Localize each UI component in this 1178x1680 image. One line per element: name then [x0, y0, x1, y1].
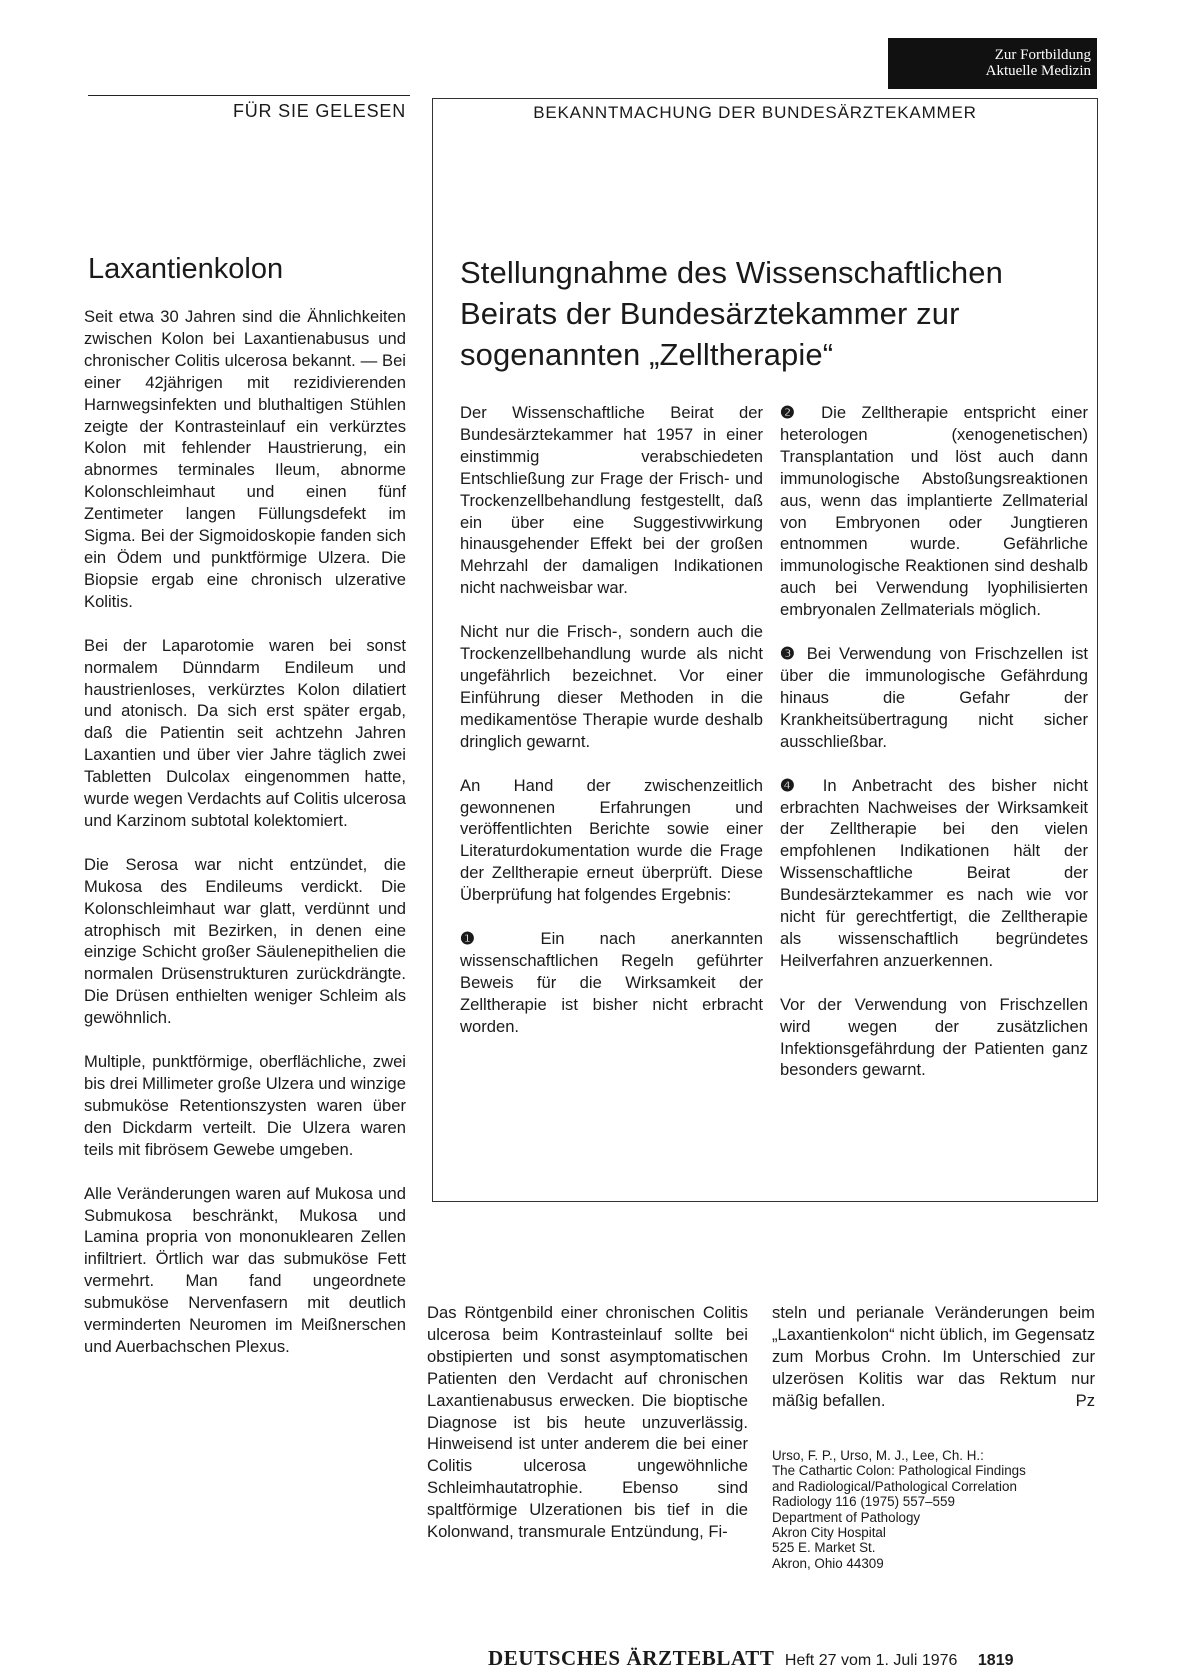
reference-block: [772, 1448, 1102, 1571]
paragraph: Das Röntgenbild einer chronischen Colitis ulcerosa beim Kontrasteinlauf sollte bei obstipierten und sonst asymptomatischen Patienten den Verdacht auf chronischen Laxantienabusus erwecken. Die bioptische Diagnose ist bis heute unzuverlässig. Hinweisend ist unter anderem die bei einer Colitis ulcerosa ungewöhnliche Schleimhautatrophie. Ebenso sind spaltförmige Ulzerationen bis tief in die Kolonwand, transmurale Entzündung, Fi-: [427, 1303, 748, 1542]
paragraph: Nicht nur die Frisch-, sondern auch die Trockenzellbehandlung wurde als nicht ungefährlich bezeichnet. Vor einer Einführung dieser Methoden in die medikamentöse Therapie wurde deshalb dringlich gewarnt.: [460, 622, 763, 751]
announcement-column-2: [780, 402, 1088, 1103]
reference-line: Urso, F. P., Urso, M. J., Lee, Ch. H.:: [772, 1448, 984, 1463]
journal-name: DEUTSCHES ÄRZTEBLATT: [488, 1646, 775, 1670]
point-text: Bei Verwendung von Frischzellen ist über die immunologische Gefährdung hinaus die Gefahr der Krankheitsübertragung nicht sicher ausschließbar.: [780, 644, 1088, 751]
point-text: Die Zelltherapie entspricht einer heterologen (xenogenetischen) Transplantation und löst auch dann immunologische Abstoßungsreaktionen aus, wenn das implantierte Zellmaterial von Embryonen oder Jungtieren entnommen wurde. Gefährliche immunologische Reaktionen sind deshalb auch bei Verwendung lyophilisierten embryonalen Zellmaterials möglich.: [780, 403, 1088, 620]
left-article-continuation-1: [427, 1302, 748, 1565]
section-box-line: Zur Fortbildung: [994, 47, 1091, 63]
numbered-point: [780, 402, 1088, 621]
paragraph: An Hand der zwischenzeitlich gewonnenen Erfahrungen und veröffentlichten Berichte sowie einer Literaturdokumentation wurde die Frage der Zelltherapie erneut überprüft. Diese Überprüfung hat folgendes Ergebnis:: [460, 775, 763, 905]
continuation-text: steln und perianale Veränderungen beim „Laxantienkolon“ nicht üblich, im Gegensatz zum Morbus Crohn. Im Unterschied zur ulzerösen Kolitis war das Rektum nur mäßig befallen.: [772, 1303, 1095, 1410]
page-number: 1819: [977, 1652, 1014, 1669]
closing-paragraph: Vor der Verwendung von Frischzellen wird wegen der zusätzlichen Infektionsgefährdung der Patienten ganz besonders gewarnt.: [780, 994, 1088, 1080]
reference-line: and Radiological/Pathological Correlation: [772, 1478, 1017, 1494]
reference-line: Department of Pathology: [772, 1509, 921, 1525]
article-title-right: Stellungnahme des Wissenschaftlichen Beirats der Bundesärztekammer zur sogenannten „Zelltherapie“: [460, 255, 1003, 372]
reference-line: The Cathartic Colon: Pathological Findings: [772, 1463, 1026, 1479]
reference-line: Akron, Ohio 44309: [772, 1555, 884, 1571]
paragraph: [772, 1302, 1095, 1412]
issue-info: Heft 27 vom 1. Juli 1976: [784, 1652, 958, 1669]
reference-line: Akron City Hospital: [772, 1525, 886, 1541]
numbered-point: [780, 643, 1088, 753]
header-rule: [88, 95, 410, 96]
paragraph: Bei der Laparotomie waren bei sonst normalem Dünndarm Endileum und haustrienloses, verkürztes Kolon dilatiert und atonisch. Da sich erst später ergab, daß die Patientin seit achtzehn Jahren Laxantien und über vier Jahre täglich zwei Tabletten Dulcolax eingenommen hatte, wurde wegen Verdachts auf Colitis ulcerosa und Karzinom subtotal kolektomiert.: [84, 635, 406, 830]
paragraph: Seit etwa 30 Jahren sind die Ähnlichkeiten zwischen Kolon bei Laxantienabusus und chronischer Colitis ulcerosa bekannt. — Bei einer 42jährigen mit rezidivierenden Harnwegsinfekten und bluthaltigen Stühlen zeigte der Kontrasteinlauf ein verkürztes Kolon mit fehlender Haustrierung, ein abnormes terminales Ileum, abnorme Kolonschleimhaut und einen fünf Zentimeter langen Füllungsdefekt im Sigma. Bei der Sigmoidoskopie fanden sich ein Ödem und punktförmige Ulzera. Die Biopsie ergab eine chronisch ulzerative Kolitis.: [84, 307, 406, 611]
section-box: [888, 38, 1097, 89]
number-marker: ❹: [780, 775, 807, 795]
number-marker: ❶: [460, 929, 506, 949]
left-article-column: [84, 306, 406, 1380]
paragraph: Die Serosa war nicht entzündet, die Mukosa des Endileums verdickt. Die Kolonschleimhaut war glatt, verdünnt und atrophisch mit Bezirken, in denen eine einzige Schicht großer Säulenepithelien die normalen Drüsenstrukturen zurückdrängte. Die Drüsen enthielten weniger Schleim als gewöhnlich.: [84, 854, 406, 1028]
reference-line: Radiology 116 (1975) 557–559: [772, 1494, 955, 1510]
section-label-right: BEKANNTMACHUNG DER BUNDESÄRZTEKAMMER: [533, 103, 977, 122]
announcement-column-1: [460, 402, 763, 1060]
author-initials: Pz: [1075, 1390, 1095, 1410]
number-marker: ❸: [780, 644, 799, 664]
page-footer: [488, 1646, 1014, 1671]
point-text: In Anbetracht des bisher nicht erbrachten Nachweises der Wirksamkeit der Zelltherapie bei den vielen empfohlenen Indikationen hält der Wissenschaftliche Beirat der Bundesärztekammer es nach wie vor nicht für gerechtfertigt, die Zelltherapie als wissenschaftlich begründetes Heilverfahren anzuerkennen.: [780, 775, 1088, 970]
reference-line: 525 E. Market St.: [772, 1540, 876, 1556]
left-article-continuation-2: [772, 1302, 1095, 1434]
paragraph: Alle Veränderungen waren auf Mukosa und Submukosa beschränkt, Mukosa und Lamina propria von mononuklearen Zellen infiltriert. Örtlich war das submuköse Fett vermehrt. Man fand ungeordnete submuköse Nervenfasern mit deutlich verminderten Neuromen im Meißnerschen und Auerbachschen Plexus.: [84, 1183, 406, 1356]
paragraph: Multiple, punktförmige, oberflächliche, zwei bis drei Millimeter große Ulzera und winzige submuköse Retentionszysten waren über den Dickdarm verteilt. Die Ulzera waren teils mit fibrösem Gewebe umgeben.: [84, 1052, 406, 1159]
numbered-point: [780, 775, 1088, 972]
section-label-left: FÜR SIE GELESEN: [232, 101, 406, 121]
numbered-point: [460, 928, 763, 1038]
number-marker: ❷: [780, 403, 806, 422]
article-title-left: Laxantienkolon: [88, 253, 284, 285]
section-box-line: Aktuelle Medizin: [985, 63, 1091, 79]
point-text: Ein nach anerkannten wissenschaftlichen Regeln geführter Beweis für die Wirksamkeit der Zelltherapie ist bisher nicht erbracht worden.: [460, 929, 763, 1036]
paragraph: Der Wissenschaftliche Beirat der Bundesärztekammer hat 1957 in einer einstimmig verabschiedeten Entschließung zur Frage der Frisch- und Trockenzellbehandlung festgestellt, daß ein über eine Suggestivwirkung hinausgehender Effekt bei der großen Mehrzahl der damaligen Indikationen nicht nachweisbar war.: [460, 403, 763, 598]
